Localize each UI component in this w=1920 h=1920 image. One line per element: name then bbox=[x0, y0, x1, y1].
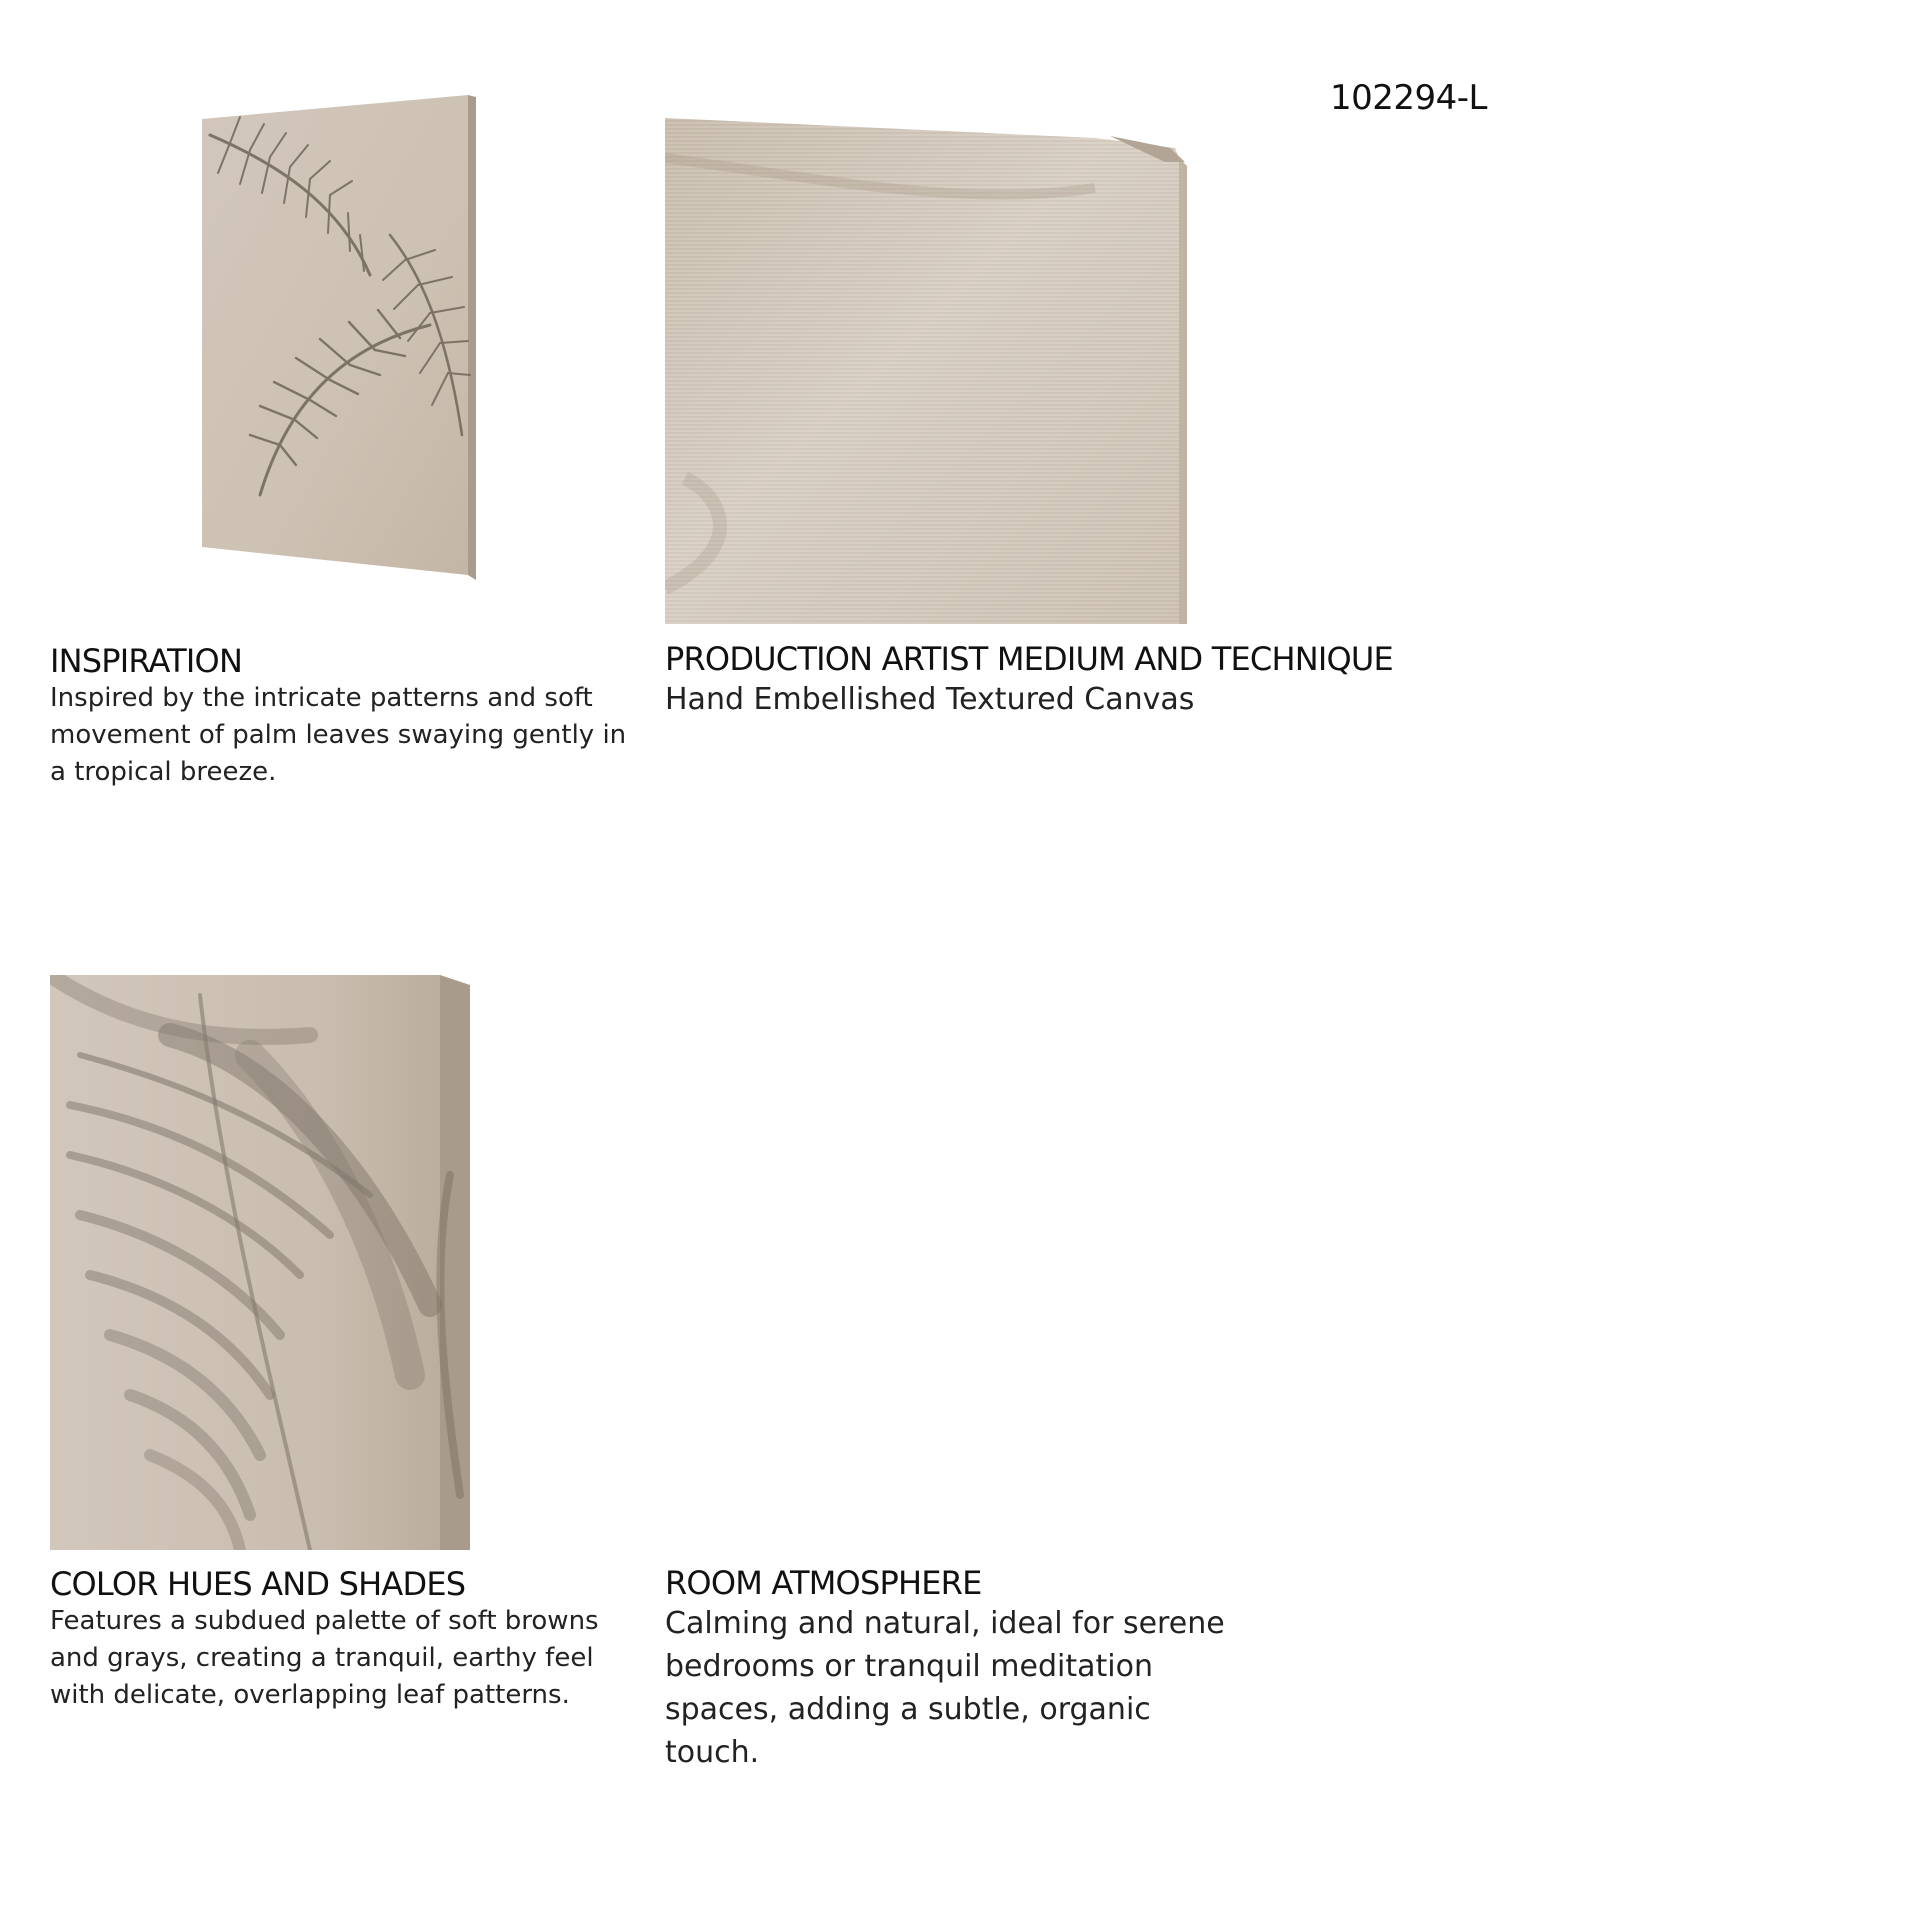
color-heading: COLOR HUES AND SHADES bbox=[50, 1565, 466, 1603]
product-sku: 102294-L bbox=[1330, 78, 1488, 118]
inspiration-heading: INSPIRATION bbox=[50, 642, 243, 680]
room-heading: ROOM ATMOSPHERE bbox=[665, 1564, 982, 1602]
canvas-front-photo bbox=[200, 95, 480, 580]
canvas-edge-detail bbox=[50, 975, 475, 1550]
production-heading: PRODUCTION ARTIST MEDIUM AND TECHNIQUE bbox=[665, 640, 1393, 678]
room-body: Calming and natural, ideal for serene bedrooms or tranquil meditation spaces, adding a subtle, organic touch. bbox=[665, 1606, 1225, 1770]
inspiration-body: Inspired by the intricate patterns and soft movement of palm leaves swaying gently in a tropical breeze. bbox=[50, 683, 627, 787]
canvas-corner-closeup bbox=[665, 118, 1190, 624]
color-body: Features a subdued palette of soft browns and grays, creating a tranquil, earthy feel with delicate, overlapping leaf patterns. bbox=[50, 1606, 599, 1710]
production-body: Hand Embellished Textured Canvas bbox=[665, 682, 1195, 717]
